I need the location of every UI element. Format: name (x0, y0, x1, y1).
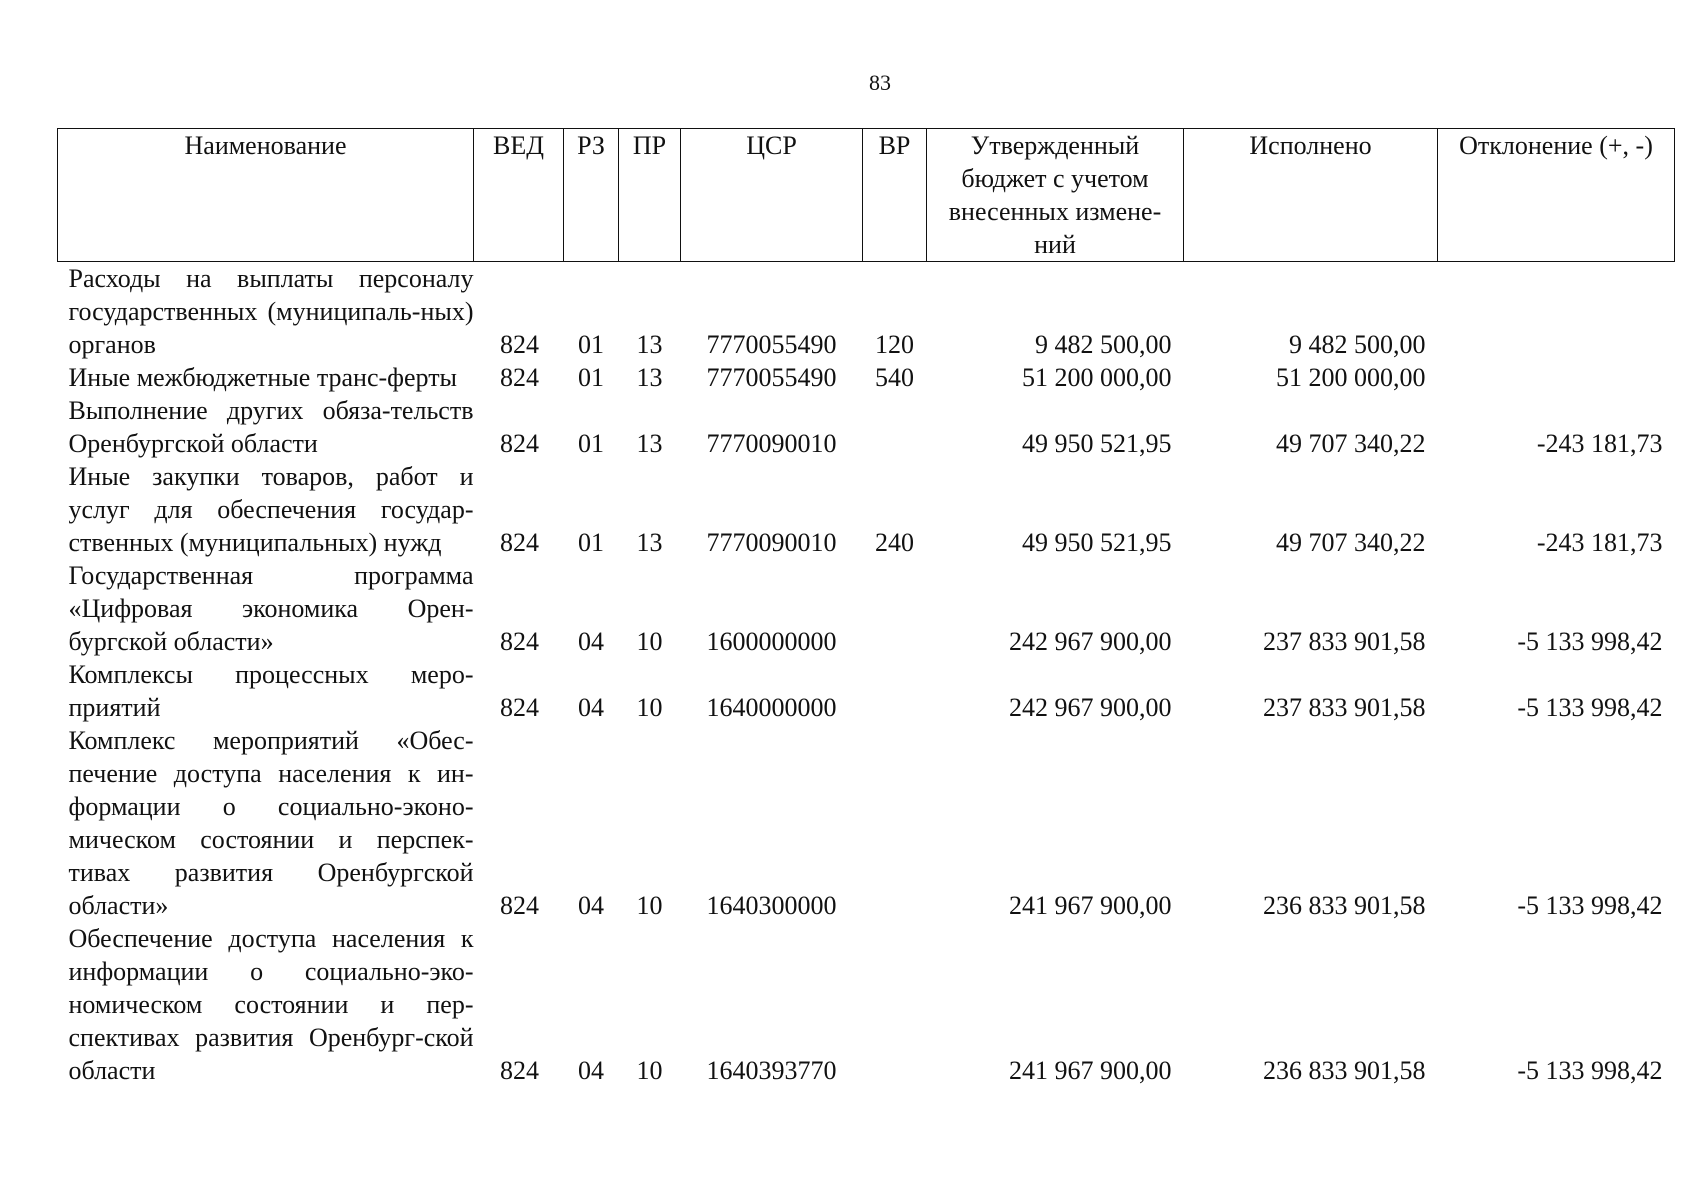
row-ved: 824 (500, 330, 539, 359)
row-approved: 242 967 900,00 (1009, 627, 1172, 656)
table-row (58, 559, 1675, 658)
row-deviation: -5 133 998,42 (1517, 693, 1663, 722)
table-row (58, 658, 1675, 724)
row-vr: 540 (875, 363, 914, 392)
row-name: Иные закупки товаров, работ и услуг для обеспечения государ-ственных (муниципальных) нужд (68, 462, 474, 557)
row-executed: 237 833 901,58 (1263, 693, 1426, 722)
row-deviation (1438, 361, 1675, 394)
header-csr: ЦСР (681, 129, 863, 262)
table-row (58, 724, 1675, 922)
row-ved: 824 (500, 528, 539, 557)
row-name: Государственная программа «Цифровая экономика Орен-бургской области» (68, 561, 474, 656)
row-vr (863, 724, 927, 922)
table-row (58, 922, 1675, 1087)
row-rz: 04 (578, 891, 604, 920)
row-deviation: -243 181,73 (1536, 429, 1663, 458)
row-csr: 1640300000 (706, 891, 837, 920)
row-rz: 01 (578, 363, 604, 392)
row-approved: 9 482 500,00 (1035, 330, 1172, 359)
table-row (58, 394, 1675, 460)
header-deviation: Отклонение (+, -) (1438, 129, 1675, 262)
row-pr: 13 (636, 528, 663, 557)
row-csr: 1640393770 (706, 1056, 837, 1085)
row-pr: 13 (636, 429, 663, 458)
row-executed: 237 833 901,58 (1263, 627, 1426, 656)
header-row (58, 129, 1675, 262)
row-rz: 04 (578, 627, 604, 656)
header-vr: ВР (863, 129, 927, 262)
header-approved: Утвержденный бюджет с учетом внесенных измене-ний (927, 129, 1184, 262)
row-ved: 824 (500, 1056, 539, 1085)
row-name: Комплекс мероприятий «Обес-печение доступа населения к ин-формации о социально-эконо-мическом состоянии и перспек-тивах развития Оренбургской области» (68, 726, 474, 920)
row-deviation: -243 181,73 (1536, 528, 1663, 557)
row-vr: 120 (875, 330, 914, 359)
row-ved: 824 (500, 429, 539, 458)
row-ved: 824 (500, 363, 539, 392)
header-executed: Исполнено (1184, 129, 1438, 262)
row-executed: 236 833 901,58 (1263, 1056, 1426, 1085)
row-deviation: -5 133 998,42 (1517, 891, 1663, 920)
row-csr: 1640000000 (706, 693, 837, 722)
row-deviation: -5 133 998,42 (1517, 1056, 1663, 1085)
row-csr: 1600000000 (706, 627, 837, 656)
table-row (58, 460, 1675, 559)
row-vr (863, 658, 927, 724)
row-executed: 51 200 000,00 (1276, 363, 1426, 392)
row-vr: 240 (875, 528, 914, 557)
row-ved: 824 (500, 627, 539, 656)
row-csr: 7770055490 (706, 330, 837, 359)
row-csr: 7770090010 (706, 528, 837, 557)
row-pr: 13 (636, 363, 663, 392)
row-executed: 49 707 340,22 (1276, 429, 1426, 458)
row-rz: 04 (578, 693, 604, 722)
header-name: Наименование (58, 129, 474, 262)
row-ved: 824 (500, 693, 539, 722)
table-row (58, 262, 1675, 362)
row-pr: 10 (636, 627, 663, 656)
row-pr: 13 (636, 330, 663, 359)
row-name: Комплексы процессных меро-приятий (68, 660, 474, 722)
row-deviation (1438, 262, 1675, 362)
row-rz: 01 (578, 429, 604, 458)
table-row (58, 361, 1675, 394)
row-executed: 236 833 901,58 (1263, 891, 1426, 920)
row-ved: 824 (500, 891, 539, 920)
header-pr: ПР (619, 129, 681, 262)
row-executed: 9 482 500,00 (1289, 330, 1426, 359)
budget-table (57, 128, 1675, 1087)
row-vr (863, 922, 927, 1087)
row-approved: 51 200 000,00 (1022, 363, 1172, 392)
row-csr: 7770090010 (706, 429, 837, 458)
row-rz: 01 (578, 528, 604, 557)
row-rz: 01 (578, 330, 604, 359)
row-name: Обеспечение доступа населения к информации о социально-эко-номическом состоянии и пер-спективах развития Оренбург-ской области (68, 924, 474, 1085)
header-ved: ВЕД (474, 129, 564, 262)
row-executed: 49 707 340,22 (1276, 528, 1426, 557)
row-vr (863, 559, 927, 658)
row-deviation: -5 133 998,42 (1517, 627, 1663, 656)
row-approved: 241 967 900,00 (1009, 1056, 1172, 1085)
header-rz: РЗ (564, 129, 619, 262)
table-body (58, 262, 1675, 1088)
row-approved: 49 950 521,95 (1022, 429, 1172, 458)
page-number: 83 (869, 70, 891, 95)
row-name: Расходы на выплаты персоналу государственных (муниципаль-ных) органов (68, 264, 474, 359)
row-approved: 241 967 900,00 (1009, 891, 1172, 920)
row-csr: 7770055490 (706, 363, 837, 392)
row-approved: 242 967 900,00 (1009, 693, 1172, 722)
row-name: Иные межбюджетные транс-ферты (68, 363, 458, 392)
row-pr: 10 (636, 1056, 663, 1085)
table-header (58, 129, 1675, 262)
row-pr: 10 (636, 693, 663, 722)
row-rz: 04 (578, 1056, 604, 1085)
row-pr: 10 (636, 891, 663, 920)
row-name: Выполнение других обяза-тельств Оренбургской области (68, 396, 474, 458)
row-approved: 49 950 521,95 (1022, 528, 1172, 557)
row-vr (863, 394, 927, 460)
